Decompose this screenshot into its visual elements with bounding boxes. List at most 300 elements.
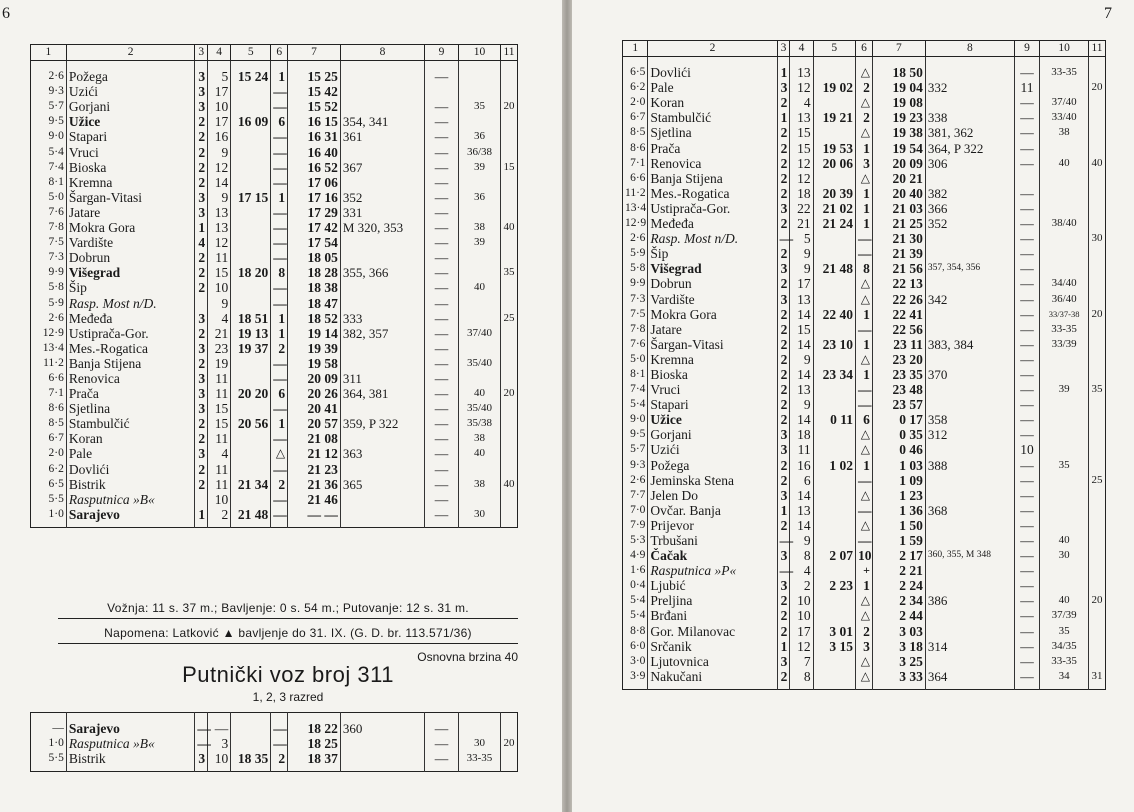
arrival-time [231, 250, 271, 265]
km-cell: 7·6 [48, 205, 64, 218]
col9-cell: — [1014, 488, 1039, 503]
crossing-trains: 366 [925, 201, 1014, 216]
station-name: Stapari [648, 397, 777, 412]
table-row [31, 145, 518, 160]
col11-cell [1088, 639, 1105, 654]
departure-time: 20 09 [288, 371, 341, 386]
col11-cell [1088, 518, 1105, 533]
col3-cell: 3 [195, 61, 208, 85]
col11-cell [1088, 322, 1105, 337]
station-name: Višegrad [66, 265, 195, 280]
col11-cell [501, 326, 518, 341]
stop-minutes: 2 [855, 624, 872, 639]
col4-cell: 9 [790, 246, 813, 261]
station-name: Ustiprača-Gor. [66, 326, 195, 341]
col4-cell: 11 [208, 371, 231, 386]
departure-time: 2 17 [872, 548, 925, 563]
stop-minutes: — [271, 713, 288, 737]
table-row [31, 296, 518, 311]
station-name: Koran [66, 431, 195, 446]
stop-minutes: △ [855, 171, 872, 186]
speed-cell: 35 [458, 99, 500, 114]
table-row [623, 518, 1106, 533]
timetable-train-311 [30, 712, 518, 772]
stop-minutes: 6 [271, 386, 288, 401]
stop-minutes: △ [855, 669, 872, 690]
crossing-trains [925, 231, 1014, 246]
speed-cell: 30 [458, 736, 500, 751]
col11-cell: 30 [1088, 231, 1105, 246]
departure-time: 18 38 [288, 280, 341, 295]
table-row [623, 141, 1106, 156]
km-cell: 9·3 [48, 85, 64, 98]
col11-cell [1088, 488, 1105, 503]
col9-cell: — [425, 386, 459, 401]
stop-minutes: △ [855, 488, 872, 503]
speed-cell: 38 [458, 220, 500, 235]
col3-cell: 2 [195, 250, 208, 265]
departure-time: 19 08 [872, 95, 925, 110]
column-header: 10 [1040, 41, 1089, 57]
stop-minutes: 1 [855, 186, 872, 201]
column-header: 7 [288, 45, 341, 61]
col4-cell: 17 [790, 624, 813, 639]
table-row [623, 382, 1106, 397]
speed-cell: 34 [1040, 669, 1089, 690]
stop-minutes: — [271, 250, 288, 265]
km-cell: 2·0 [48, 447, 64, 460]
stop-minutes: 1 [855, 367, 872, 382]
col9-cell: — [1014, 548, 1039, 563]
col4-cell: 10 [208, 99, 231, 114]
speed-cell: 34/40 [1040, 276, 1089, 291]
km-cell: 8·8 [630, 624, 646, 637]
arrival-time: 21 48 [813, 261, 855, 276]
departure-time: 18 37 [288, 751, 341, 772]
col4-cell: 14 [790, 488, 813, 503]
table-row [623, 57, 1106, 81]
col3-cell: 3 [777, 578, 790, 593]
col11-cell [1088, 367, 1105, 382]
col9-cell: — [1014, 156, 1039, 171]
crossing-trains [340, 401, 424, 416]
col4-cell: 22 [790, 201, 813, 216]
crossing-trains: 370 [925, 367, 1014, 382]
col3-cell: 2 [195, 462, 208, 477]
col4-cell: 14 [208, 175, 231, 190]
km-cell: 6·2 [48, 462, 64, 475]
col9-cell [425, 84, 459, 99]
col9-cell: — [425, 311, 459, 326]
col3-cell: — [777, 563, 790, 578]
col9-cell: — [425, 356, 459, 371]
stop-minutes: — [855, 533, 872, 548]
col3-cell: 3 [195, 205, 208, 220]
crossing-trains: 306 [925, 156, 1014, 171]
col3-cell: 2 [777, 186, 790, 201]
stop-minutes: △ [271, 446, 288, 461]
col3-cell: 3 [777, 261, 790, 276]
speed-cell: 39 [1040, 382, 1089, 397]
km-cell: 2·0 [630, 96, 646, 109]
col9-cell: — [1014, 473, 1039, 488]
col11-cell [1088, 397, 1105, 412]
departure-time: 20 57 [288, 416, 341, 431]
column-header: 5 [231, 45, 271, 61]
table-row [31, 446, 518, 461]
km-cell: 7·1 [630, 156, 646, 169]
col3-cell: 2 [195, 175, 208, 190]
departure-time: 18 47 [288, 296, 341, 311]
col4-cell: 19 [208, 356, 231, 371]
col11-cell [501, 280, 518, 295]
col3-cell: 3 [195, 446, 208, 461]
km-cell: 5·4 [630, 594, 646, 607]
col3-cell: 3 [777, 292, 790, 307]
departure-time: 23 48 [872, 382, 925, 397]
col9-cell: — [425, 492, 459, 507]
col3-cell: — [195, 713, 208, 737]
table-row [623, 322, 1106, 337]
km-cell: 7·4 [48, 160, 64, 173]
stop-minutes: 2 [271, 751, 288, 772]
col4-cell: 15 [208, 416, 231, 431]
col3-cell: 2 [195, 431, 208, 446]
col4-cell: 9 [790, 261, 813, 276]
col11-cell [1088, 246, 1105, 261]
stop-minutes: 1 [271, 416, 288, 431]
departure-time: 21 08 [288, 431, 341, 446]
table-row [31, 386, 518, 401]
col4-cell: 9 [790, 352, 813, 367]
speed-cell [458, 114, 500, 129]
col3-cell: 2 [195, 129, 208, 144]
arrival-time [231, 356, 271, 371]
km-cell: 7·9 [630, 518, 646, 531]
departure-time: 1 59 [872, 533, 925, 548]
col9-cell: — [425, 220, 459, 235]
table-row [31, 341, 518, 356]
departure-time: 23 57 [872, 397, 925, 412]
departure-time: 21 36 [288, 477, 341, 492]
crossing-trains: 382 [925, 186, 1014, 201]
station-name: Sarajevo [66, 507, 195, 528]
departure-time: 0 35 [872, 427, 925, 442]
table-row [623, 624, 1106, 639]
station-name: Požega [66, 61, 195, 85]
crossing-trains: 364, P 322 [925, 141, 1014, 156]
km-cell: 7·8 [48, 221, 64, 234]
col11-cell [501, 84, 518, 99]
table-row [31, 492, 518, 507]
km-cell: 5·8 [48, 281, 64, 294]
col11-cell [1088, 171, 1105, 186]
col4-cell: 11 [208, 386, 231, 401]
crossing-trains [925, 322, 1014, 337]
departure-time: 22 13 [872, 276, 925, 291]
station-name: Ustiprača-Gor. [648, 201, 777, 216]
col3-cell: 3 [195, 311, 208, 326]
departure-time: 20 21 [872, 171, 925, 186]
col4-cell: 11 [208, 250, 231, 265]
stop-minutes: — [855, 382, 872, 397]
crossing-trains [925, 518, 1014, 533]
departure-time: 0 46 [872, 442, 925, 457]
col3-cell: 2 [777, 669, 790, 690]
table-row [623, 246, 1106, 261]
crossing-trains: 360 [340, 713, 424, 737]
crossing-trains [340, 296, 424, 311]
speed-cell: 37/39 [1040, 608, 1089, 623]
departure-time: 22 26 [872, 292, 925, 307]
speed-cell [1040, 246, 1089, 261]
departure-time: 18 22 [288, 713, 341, 737]
arrival-time [813, 57, 855, 81]
col9-cell: — [1014, 110, 1039, 125]
col3-cell: 2 [777, 367, 790, 382]
col9-cell: — [425, 751, 459, 772]
col9-cell: — [425, 190, 459, 205]
km-cell: 3·9 [630, 669, 646, 682]
column-header: 7 [872, 41, 925, 57]
km-cell: 9·9 [48, 266, 64, 279]
col9-cell: — [425, 401, 459, 416]
col9-cell: — [425, 129, 459, 144]
crossing-trains [925, 57, 1014, 81]
speed-cell: 33/40 [1040, 110, 1089, 125]
crossing-trains: 365 [340, 477, 424, 492]
col11-cell: 25 [1088, 473, 1105, 488]
col11-cell [1088, 548, 1105, 563]
col9-cell: — [425, 371, 459, 386]
col4-cell: 5 [790, 231, 813, 246]
crossing-trains: 352 [925, 216, 1014, 231]
crossing-trains [925, 442, 1014, 457]
col3-cell [195, 296, 208, 311]
speed-cell [1040, 80, 1089, 95]
speed-cell: 37/40 [458, 326, 500, 341]
speed-cell [458, 371, 500, 386]
stop-minutes: — [855, 397, 872, 412]
speed-cell: 36/40 [1040, 292, 1089, 307]
km-cell: 8·1 [48, 175, 64, 188]
km-cell: 9·5 [48, 115, 64, 128]
speed-cell: 39 [458, 235, 500, 250]
departure-time: 16 52 [288, 160, 341, 175]
col4-cell: 10 [208, 751, 231, 772]
stop-minutes: — [271, 235, 288, 250]
speed-cell: 30 [458, 507, 500, 528]
arrival-time [813, 533, 855, 548]
col9-cell: — [425, 477, 459, 492]
col3-cell: 2 [777, 156, 790, 171]
table-row [623, 563, 1106, 578]
departure-time: 21 25 [872, 216, 925, 231]
arrival-time [813, 518, 855, 533]
table-row [31, 265, 518, 280]
col4-cell: 12 [790, 156, 813, 171]
col11-cell [1088, 141, 1105, 156]
arrival-time [813, 246, 855, 261]
speed-cell [1040, 503, 1089, 518]
table-row [623, 292, 1106, 307]
col3-cell: 2 [195, 160, 208, 175]
crossing-trains [925, 246, 1014, 261]
col9-cell: — [1014, 624, 1039, 639]
speed-cell [458, 311, 500, 326]
crossing-trains [340, 462, 424, 477]
speed-cell [458, 713, 500, 737]
col11-cell [501, 371, 518, 386]
arrival-time [231, 145, 271, 160]
col11-cell [501, 341, 518, 356]
km-cell: 6·5 [48, 477, 64, 490]
col9-cell: — [1014, 578, 1039, 593]
departure-time: 17 29 [288, 205, 341, 220]
col3-cell: 3 [777, 80, 790, 95]
stop-minutes: 2 [855, 80, 872, 95]
station-name: Šip [648, 246, 777, 261]
departure-time: 18 50 [872, 57, 925, 81]
col9-cell: — [425, 205, 459, 220]
col11-cell: 20 [501, 386, 518, 401]
timetable-left [30, 44, 518, 528]
col3-cell [195, 492, 208, 507]
table-row [31, 462, 518, 477]
stop-minutes: — [271, 371, 288, 386]
station-name: Stapari [66, 129, 195, 144]
arrival-time [231, 431, 271, 446]
speed-cell [458, 462, 500, 477]
departure-time: 0 17 [872, 412, 925, 427]
col9-cell: — [425, 99, 459, 114]
station-name: Pale [648, 80, 777, 95]
col11-cell [501, 507, 518, 528]
col3-cell: 2 [195, 356, 208, 371]
station-name: Čačak [648, 548, 777, 563]
stop-minutes: 2 [855, 110, 872, 125]
col4-cell: 17 [208, 84, 231, 99]
col3-cell: 2 [195, 477, 208, 492]
col11-cell [501, 114, 518, 129]
col11-cell [1088, 261, 1105, 276]
col11-cell [1088, 125, 1105, 140]
arrival-time: 23 10 [813, 337, 855, 352]
col4-cell: 18 [790, 186, 813, 201]
speed-cell [1040, 563, 1089, 578]
col3-cell: 2 [777, 95, 790, 110]
departure-time: 23 11 [872, 337, 925, 352]
km-cell: 7·8 [630, 322, 646, 335]
speed-cell [1040, 442, 1089, 457]
col3-cell: 3 [195, 386, 208, 401]
station-name: Jelen Do [648, 488, 777, 503]
station-name: Dobrun [648, 276, 777, 291]
station-name: Jatare [66, 205, 195, 220]
col4-cell: 13 [790, 292, 813, 307]
col11-cell [501, 129, 518, 144]
stop-minutes: + [855, 563, 872, 578]
station-name: Brđani [648, 608, 777, 623]
arrival-time: 22 40 [813, 307, 855, 322]
col4-cell: 17 [208, 114, 231, 129]
km-cell: 6·7 [630, 111, 646, 124]
arrival-time: 1 02 [813, 458, 855, 473]
stop-minutes: — [271, 175, 288, 190]
stop-minutes: 8 [271, 265, 288, 280]
station-name: Srčanik [648, 639, 777, 654]
col4-cell: 11 [208, 462, 231, 477]
station-name: Prača [648, 141, 777, 156]
speed-cell: 40 [458, 280, 500, 295]
station-name: Gor. Milanovac [648, 624, 777, 639]
col11-cell [1088, 412, 1105, 427]
crossing-trains [340, 250, 424, 265]
stop-minutes: 10 [855, 548, 872, 563]
km-cell: 7·7 [630, 488, 646, 501]
col11-cell [501, 431, 518, 446]
col3-cell: 3 [777, 488, 790, 503]
table-row [623, 593, 1106, 608]
arrival-time: 18 20 [231, 265, 271, 280]
col9-cell: — [425, 280, 459, 295]
col11-cell [501, 250, 518, 265]
crossing-trains [925, 563, 1014, 578]
speed-cell [458, 205, 500, 220]
arrival-time: 21 48 [231, 507, 271, 528]
table-row [623, 156, 1106, 171]
book-gutter [562, 0, 572, 812]
col11-cell [501, 492, 518, 507]
col11-cell [501, 145, 518, 160]
departure-time: 23 20 [872, 352, 925, 367]
col11-cell [501, 713, 518, 737]
arrival-time [231, 713, 271, 737]
table-row [31, 401, 518, 416]
km-cell: 12·9 [625, 217, 647, 230]
arrival-time [813, 171, 855, 186]
col9-cell: — [1014, 322, 1039, 337]
crossing-trains: 383, 384 [925, 337, 1014, 352]
arrival-time [813, 322, 855, 337]
km-cell: 2·6 [48, 70, 64, 83]
speed-cell: 33-35 [1040, 57, 1089, 81]
stop-minutes: — [271, 507, 288, 528]
col9-cell: — [425, 462, 459, 477]
departure-time: 15 52 [288, 99, 341, 114]
crossing-trains [340, 99, 424, 114]
col4-cell: 8 [790, 548, 813, 563]
col9-cell: — [1014, 654, 1039, 669]
arrival-time [231, 175, 271, 190]
speed-cell: 33-35 [1040, 322, 1089, 337]
table-row [623, 95, 1106, 110]
crossing-trains [340, 356, 424, 371]
table-row [623, 261, 1106, 276]
table-row [31, 99, 518, 114]
crossing-trains [340, 61, 424, 85]
col9-cell: — [1014, 141, 1039, 156]
table-row [623, 473, 1106, 488]
station-name: Mes.-Rogatica [648, 186, 777, 201]
col3-cell: 3 [777, 548, 790, 563]
km-cell: 7·0 [630, 503, 646, 516]
col3-cell: 2 [777, 216, 790, 231]
timetable-note: Napomena: Latković ▲ bavljenje do 31. IX. (G. D. br. 113.571/36) [58, 622, 518, 644]
crossing-trains: 357, 354, 356 [925, 261, 1014, 276]
speed-cell [1040, 397, 1089, 412]
col9-cell [1014, 171, 1039, 186]
